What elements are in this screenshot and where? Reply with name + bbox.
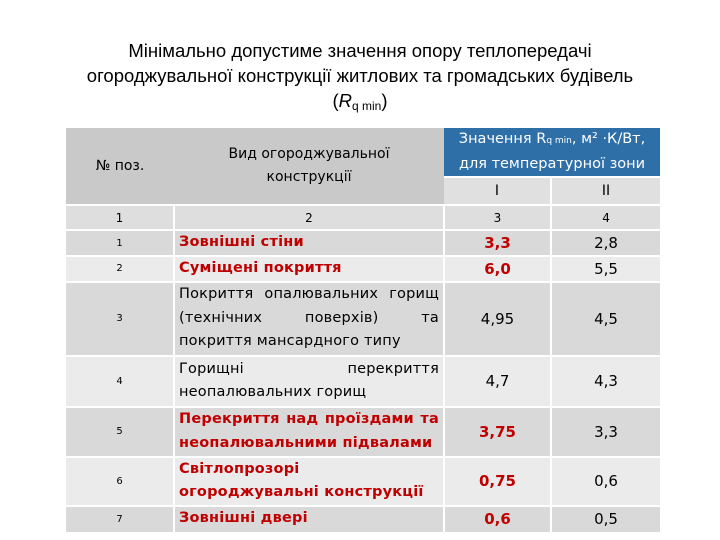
row-position: 5 [66,407,174,457]
header-value-unit: , м² ·К/Вт, [571,131,646,147]
row-construction: Горищні перекриття неопалювальних горищ [174,356,444,407]
header-value-line-2: для температурної зони [458,156,646,172]
header-construction-line-2: конструкції [266,169,352,185]
row-construction: Зовнішні стіни [174,230,444,256]
row-zone-2-value: 0,6 [551,457,660,506]
column-number: 1 [66,205,174,230]
resistance-table [66,128,660,532]
title-symbol-sub: q min [352,99,382,113]
row-zone-1-value: 6,0 [444,256,551,282]
row-position: 7 [66,506,174,532]
title-symbol: (Rq min) [332,90,388,113]
header-position: № поз. [66,128,174,205]
row-zone-2-value: 4,3 [551,356,660,407]
table-row [66,230,660,256]
header-construction-line-1: Вид огороджувальної [228,146,390,162]
row-zone-1-value: 0,6 [444,506,551,532]
header-value-line-1 [444,128,660,153]
title-line-2: огороджувальної конструкції житлових та громадських будівель [86,65,634,86]
row-construction: Покриття опалювальних горищ (технічних поверхів) та покриття мансардного типу [174,282,444,356]
table-row [66,407,660,457]
row-zone-1-value: 3,3 [444,230,551,256]
header-value-label: Значення R [458,131,547,147]
table-row [66,282,660,356]
row-construction: Перекриття над проїздами та неопалювальними підвалами [174,407,444,457]
column-number: 3 [444,205,551,230]
row-zone-2-value: 5,5 [551,256,660,282]
row-position: 1 [66,230,174,256]
header-zone-2: ІІ [551,177,660,205]
table-row [66,356,660,407]
row-zone-1-value: 4,7 [444,356,551,407]
table-row [66,256,660,282]
row-construction: Світлопрозорі огороджувальні конструкції [174,457,444,506]
header-construction-type [174,128,444,205]
row-construction: Зовнішні двері [174,506,444,532]
row-position: 3 [66,282,174,356]
title-symbol-r: R [338,90,353,111]
header-zone-1: І [444,177,551,205]
table-row [66,506,660,532]
header-value [444,128,660,177]
row-zone-2-value: 4,5 [551,282,660,356]
row-zone-1-value: 3,75 [444,407,551,457]
title-line-1: Мінімально допустиме значення опору теплопередачі [128,40,592,61]
slide-title [40,38,680,116]
header-value-sub: q min [546,136,572,146]
row-position: 4 [66,356,174,407]
row-zone-1-value: 0,75 [444,457,551,506]
row-zone-2-value: 3,3 [551,407,660,457]
row-position: 6 [66,457,174,506]
row-position: 2 [66,256,174,282]
column-number: 2 [174,205,444,230]
row-zone-2-value: 2,8 [551,230,660,256]
row-zone-1-value: 4,95 [444,282,551,356]
row-zone-2-value: 0,5 [551,506,660,532]
table-row [66,457,660,506]
column-number: 4 [551,205,660,230]
row-construction: Суміщені покриття [174,256,444,282]
